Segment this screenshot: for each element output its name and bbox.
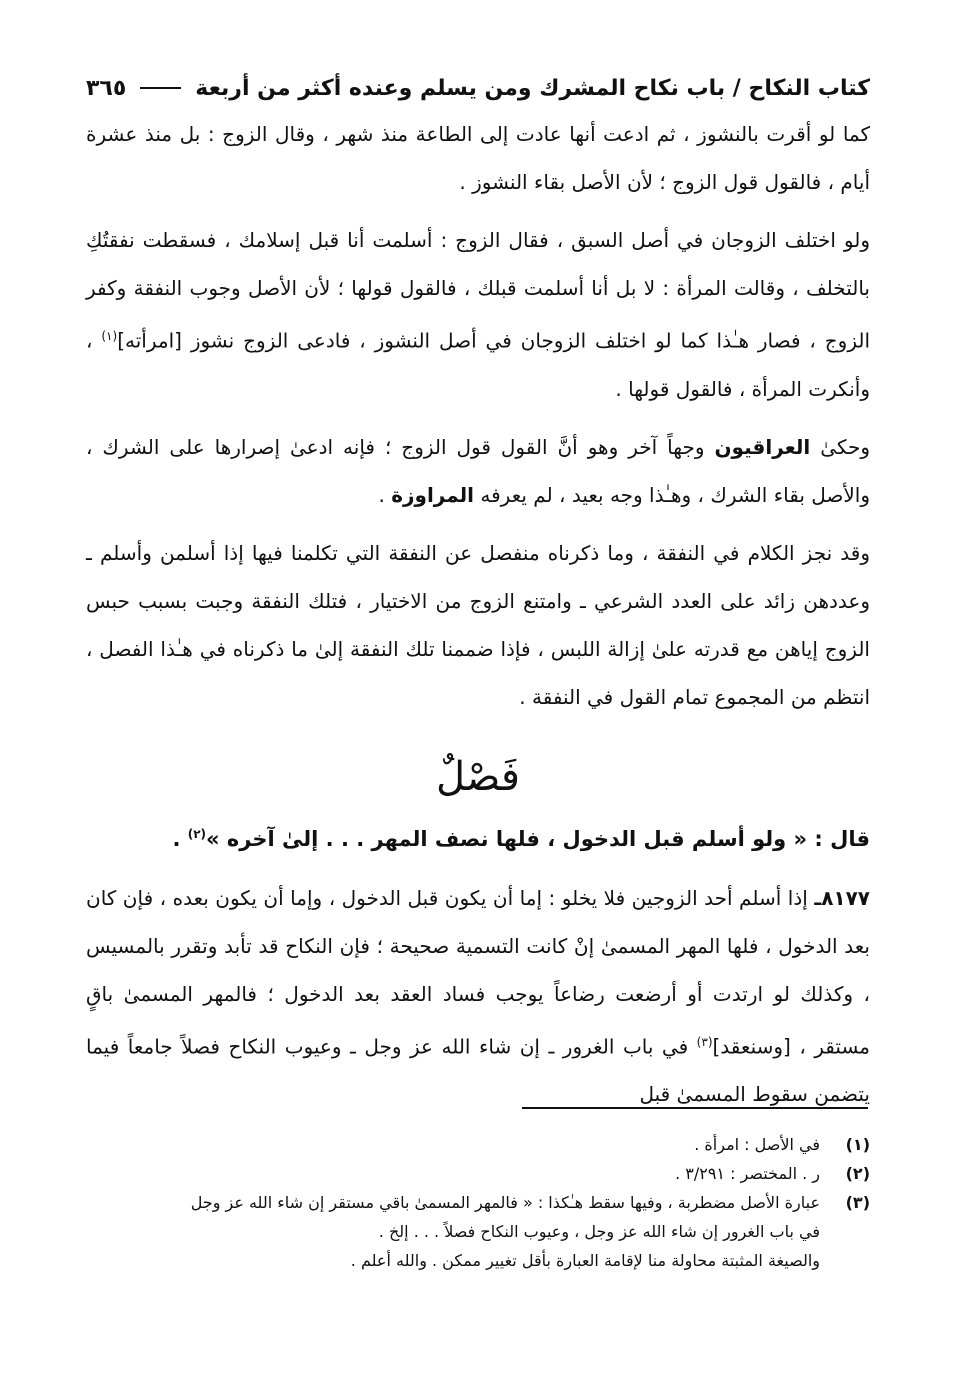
paragraph-2-text-a: ولو اختلف الزوجان في أصل السبق ، فقال الزوج : أسلمت أنا قبل إسلامك ، فسقطت نفقتُكِ بالتخلف ، وقالت المرأة : لا بل أنا أسلمت قبلك ، فالقول قولها ؛ لأن الأصل وجوب النفقة وكفر الزوج ، فصار هـٰذا كما لو اختلف الزوجان في أصل النشوز ، فادعى الزوج نشوز [امرأته]: [86, 228, 870, 353]
qala-end: .: [172, 826, 181, 851]
paragraph-3-text-c: .: [378, 482, 385, 507]
issue-number: ٨١٧٧ـ: [814, 885, 871, 910]
section-heading-ornament: فَصْلٌ: [435, 753, 521, 800]
page-body: [86, 66, 870, 1118]
footnote-number: (٢): [845, 1164, 870, 1183]
paragraph-3-text-a: وحكىٰ: [820, 434, 871, 459]
footnote-divider: [522, 1107, 868, 1109]
paragraph-3: [86, 423, 870, 519]
issue-text-a: إذا أسلم أحد الزوجين فلا يخلو : إما أن يكون قبل الدخول ، وإما أن يكون بعده ، فإن كان بعد الدخول ، فلها المهر المسمىٰ إنْ كانت التسمية صحيحة ؛ فإن النكاح قد تأبد وتقرر بالمسيس ، وكذلك لو ارتدت أو أرضعت رضاعاً يوجب فساد العقد بعد الدخول ؛ فالمهر المسمىٰ باقٍ مستقر ، [وسنعقد]: [86, 885, 871, 1059]
footnote-number: (٣): [845, 1193, 870, 1212]
footnotes: [86, 1130, 870, 1275]
header-title: كتاب النكاح / باب نكاح المشرك ومن يسلم وعنده أكثر من أربعة: [195, 75, 870, 101]
footnote-line: في الأصل : امرأة .: [694, 1135, 820, 1154]
footnote-item: [86, 1130, 870, 1159]
footnote-line: والصيغة المثبتة محاولة منا لإقامة العبارة بأقل تغيير ممكن . والله أعلم .: [350, 1251, 820, 1270]
issue-text-b: في باب الغرور ـ إن شاء الله عز وجل ـ وعيوب النكاح فصلاً جامعاً فيما يتضمن سقوط المسمىٰ قبل: [86, 1034, 870, 1107]
footnote-item: [86, 1159, 870, 1188]
header-rule: [140, 87, 181, 89]
footnote-ref-1[interactable]: (١): [101, 329, 118, 343]
paragraph-2-text-b: ، وأنكرت المرأة ، فالقول قولها .: [86, 328, 870, 401]
footnote-ref-3[interactable]: (٣): [696, 1034, 713, 1049]
paragraph-3-text-b: وجهاً آخر وهو أنَّ القول قول الزوج ؛ فإنه ادعىٰ إصرارها على الشرك ، والأصل بقاء الشرك ، وهـٰذا وجه بعيد ، لم يعرفه: [86, 434, 870, 507]
term-marawiza: المراوزة: [391, 482, 475, 507]
paragraph-4: وقد نجز الكلام في النفقة ، وما ذكرناه منفصل عن النفقة التي تكلمنا فيها إذا أسلمن وأسلم ـ وعددهن زائد على العدد الشرعي ـ وامتنع الزوج من الاختيار ، فتلك النفقة وجبت بسبب حبس الزوج إياهن مع قدرته علىٰ إزالة اللبس ، فإذا ضممنا تلك النفقة إلىٰ ما ذكرناه في هـٰذا الفصل ، انتظم من المجموع تمام القول في النفقة .: [86, 540, 870, 709]
page-number: ٣٦٥: [86, 75, 127, 101]
running-header: [86, 66, 870, 110]
quoted-statement: [86, 811, 870, 862]
footnote-ref-2[interactable]: (٢): [187, 826, 207, 841]
footnote-line: ر . المختصر : ٣/٢٩١ .: [675, 1164, 820, 1183]
paragraph-2: [86, 216, 870, 413]
paragraph-1: كما لو أقرت بالنشوز ، ثم ادعت أنها عادت إلى الطاعة منذ شهر ، وقال الزوج : بل منذ عشرة أيام ، فالقول قول الزوج ؛ لأن الأصل بقاء النشوز .: [86, 122, 870, 194]
issue-paragraph: [86, 874, 870, 1119]
footnote-line: في باب الغرور إن شاء الله عز وجل ، وعيوب النكاح فصلاً . . . إلخ .: [378, 1222, 820, 1241]
qala-text: « ولو أسلم قبل الدخول ، فلها نصف المهر . . . إلىٰ آخره »: [206, 826, 808, 851]
footnote-line: عبارة الأصل مضطربة ، وفيها سقط هـٰكذا : « فالمهر المسمىٰ باقي مستقر إن شاء الله عز وجل: [190, 1193, 820, 1212]
footnote-number: (١): [845, 1135, 870, 1154]
footnote-item: [86, 1188, 870, 1275]
qala-label: قال :: [814, 826, 870, 851]
term-iraqiyyun: العراقيون: [714, 434, 811, 459]
